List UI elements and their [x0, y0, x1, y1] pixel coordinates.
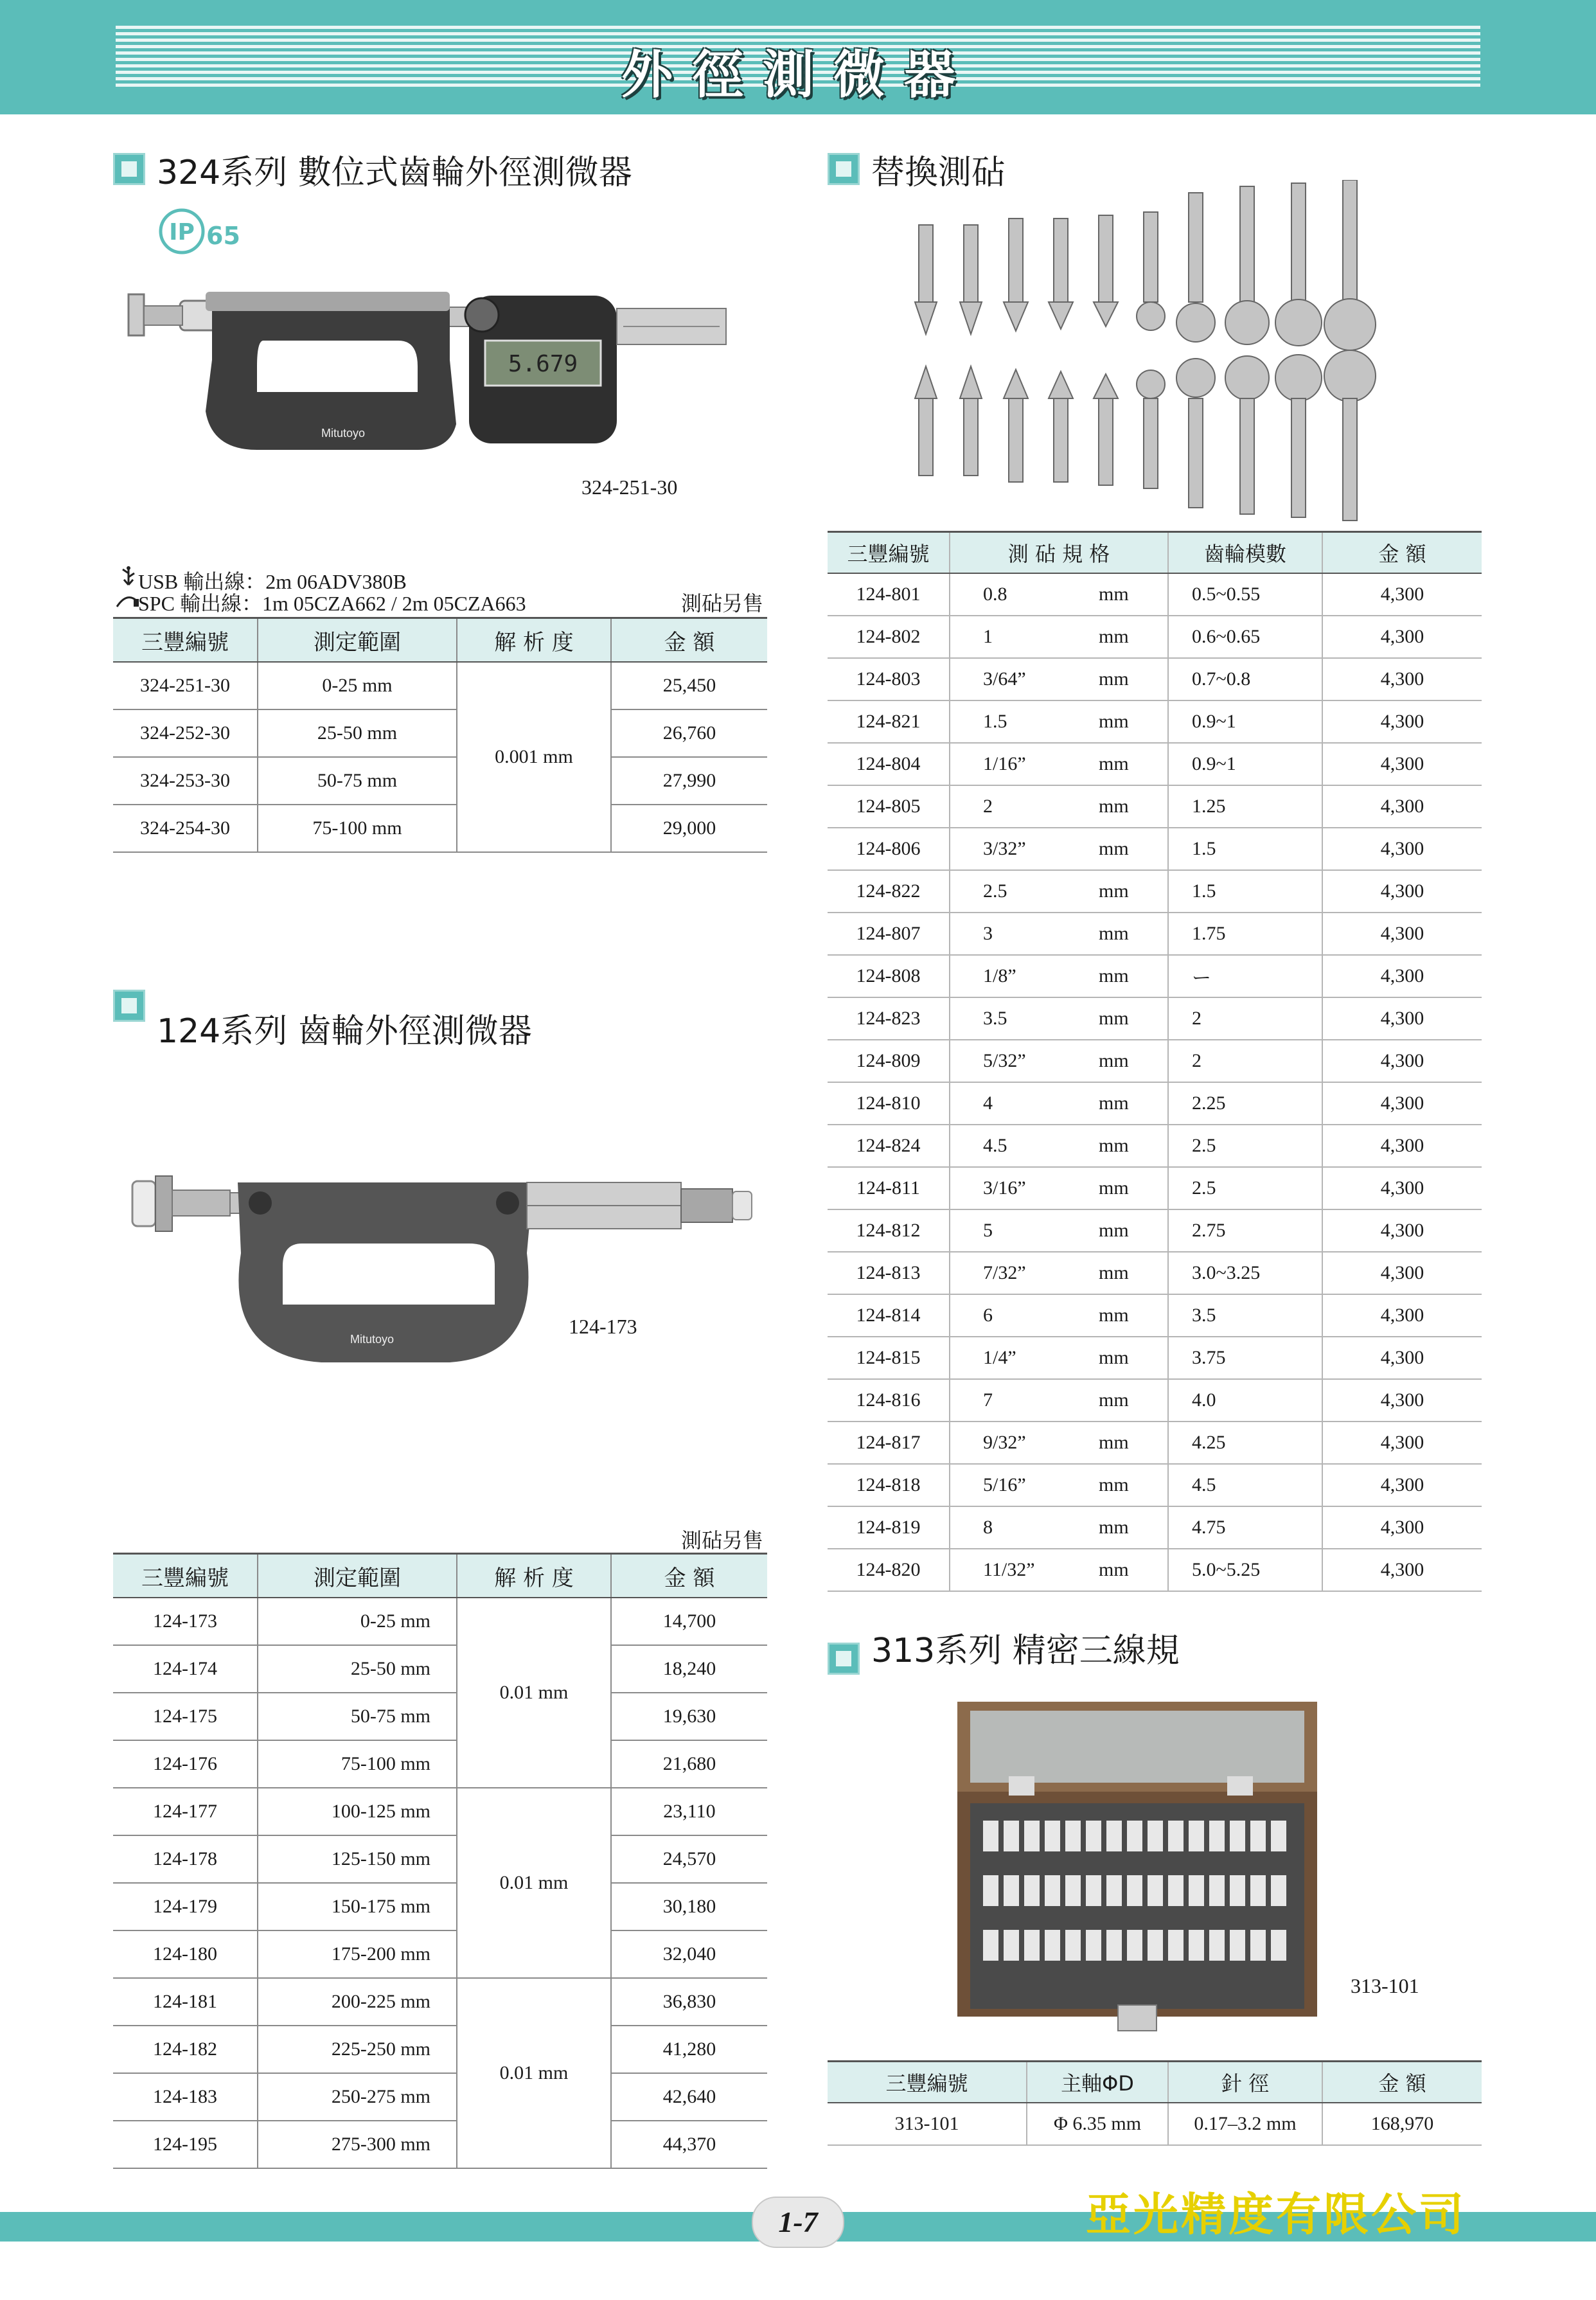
table-313 [828, 2060, 1482, 2146]
section-marker-anvil [828, 153, 860, 185]
table-row [113, 1645, 767, 1693]
table-row [828, 1209, 1482, 1252]
cell-gear-module: 2.5 [1168, 1167, 1322, 1209]
cell-price: 30,180 [611, 1883, 767, 1930]
cell-gear-module: 2.5 [1168, 1125, 1322, 1167]
table-row [828, 1294, 1482, 1337]
cell-price: 4,300 [1322, 1294, 1482, 1337]
cell-code: 124-810 [828, 1082, 950, 1125]
cell-code: 124-195 [113, 2121, 258, 2168]
table-row [828, 997, 1482, 1040]
col-header-price: 金 額 [1322, 2062, 1482, 2103]
table-row [113, 1883, 767, 1930]
cell-resolution: 0.01 mm [457, 1788, 611, 1978]
digital-gear-micrometer-image [116, 283, 758, 478]
cell-price: 4,300 [1322, 1337, 1482, 1379]
anvil-size: 3/64” [983, 668, 1026, 690]
cell-code: 124-801 [828, 573, 950, 616]
cell-price: 4,300 [1322, 913, 1482, 955]
table-row [828, 785, 1482, 828]
cell-gear-module: 4.75 [1168, 1506, 1322, 1549]
cell-anvil-spec [950, 1294, 1168, 1337]
cell-anvil-spec [950, 658, 1168, 700]
cell-anvil-spec [950, 616, 1168, 658]
col-header-anvil-spec: 測 砧 規 格 [950, 532, 1168, 574]
cell-price: 4,300 [1322, 1125, 1482, 1167]
cell-price: 4,300 [1322, 785, 1482, 828]
table-row [828, 1422, 1482, 1464]
table-replacement-anvils [828, 531, 1482, 1592]
cell-anvil-spec [950, 955, 1168, 997]
section-marker-324 [113, 153, 145, 185]
anvil-unit: mm [1099, 1432, 1129, 1453]
cell-anvil-spec [950, 1464, 1168, 1506]
cell-code: 124-173 [113, 1598, 258, 1645]
anvil-size: 5 [983, 1220, 993, 1241]
cell-code: 124-805 [828, 785, 950, 828]
cell-price: 32,040 [611, 1930, 767, 1978]
anvil-unit: mm [1099, 880, 1129, 902]
col-header-pin-diameter: 針 徑 [1168, 2062, 1322, 2103]
section-marker-124 [113, 990, 145, 1022]
table-124 [113, 1553, 767, 2169]
cell-gear-module: 3.75 [1168, 1337, 1322, 1379]
anvil-size: 5/16” [983, 1474, 1026, 1495]
cell-code: 124-176 [113, 1740, 258, 1788]
cell-range: 125-150 mm [258, 1835, 457, 1883]
anvil-sold-separately-note-324: 測砧另售 [681, 591, 764, 616]
model-caption-313: 313-101 [1351, 1974, 1419, 1997]
col-header-price: 金 額 [611, 1554, 767, 1598]
cell-gear-module: 0.9~1 [1168, 743, 1322, 785]
cell-anvil-spec [950, 828, 1168, 870]
cell-gear-module: 1.75 [1168, 913, 1322, 955]
section-marker-313 [828, 1643, 860, 1675]
cell-price: 4,300 [1322, 828, 1482, 870]
cell-resolution: 0.001 mm [457, 662, 611, 852]
anvil-size: 3.5 [983, 1008, 1007, 1029]
cell-code: 324-254-30 [113, 805, 258, 852]
cell-code: 324-253-30 [113, 757, 258, 805]
cell-gear-module: 3.5 [1168, 1294, 1322, 1337]
cell-anvil-spec [950, 1422, 1168, 1464]
cell-anvil-spec [950, 700, 1168, 743]
anvil-size: 2 [983, 796, 993, 817]
table-row [113, 757, 767, 805]
anvil-sold-separately-note-124: 測砧另售 [681, 1528, 764, 1553]
anvil-unit: mm [1099, 1305, 1129, 1326]
cell-price: 4,300 [1322, 573, 1482, 616]
table-row [113, 662, 767, 709]
col-header-range: 測定範圍 [258, 618, 457, 663]
section-title-anvil: 替換測砧 [871, 154, 1006, 192]
table-row [828, 573, 1482, 616]
anvil-unit: mm [1099, 1220, 1129, 1241]
anvil-size: 1/16” [983, 753, 1026, 774]
cell-code: 124-819 [828, 1506, 950, 1549]
table-row [828, 1506, 1482, 1549]
anvil-size: 3 [983, 923, 993, 944]
cell-code: 124-821 [828, 700, 950, 743]
usb-output-line: USB 輸出線：2m 06ADV380B [138, 570, 407, 593]
cell-code: 124-179 [113, 1883, 258, 1930]
cell-code: 313-101 [828, 2103, 1027, 2145]
cell-code: 124-816 [828, 1379, 950, 1422]
table-row [828, 743, 1482, 785]
cell-gear-module: 1.25 [1168, 785, 1322, 828]
anvil-unit: mm [1099, 1262, 1129, 1283]
anvil-unit: mm [1099, 923, 1129, 944]
cell-code: 124-181 [113, 1978, 258, 2026]
anvil-size: 5/32” [983, 1050, 1026, 1071]
cell-code: 124-811 [828, 1167, 950, 1209]
col-header-code: 三豐編號 [113, 1554, 258, 1598]
cell-code: 124-822 [828, 870, 950, 913]
anvil-size: 2.5 [983, 880, 1007, 902]
cell-gear-module: 4.5 [1168, 1464, 1322, 1506]
cell-anvil-spec [950, 1082, 1168, 1125]
cell-code: 124-180 [113, 1930, 258, 1978]
table-row [828, 870, 1482, 913]
table-row [113, 1693, 767, 1740]
cell-anvil-spec [950, 1040, 1168, 1082]
cell-anvil-spec [950, 573, 1168, 616]
cell-code: 124-823 [828, 997, 950, 1040]
table-row [113, 805, 767, 852]
cell-code: 124-808 [828, 955, 950, 997]
cell-gear-module: 3.0~3.25 [1168, 1252, 1322, 1294]
section-title-124: 124系列 齒輪外徑測微器 [157, 1012, 532, 1051]
table-row [113, 1835, 767, 1883]
cell-anvil-spec [950, 913, 1168, 955]
anvil-unit: mm [1099, 1135, 1129, 1156]
ip-rating-text: 65 [206, 222, 240, 250]
table-row [828, 1379, 1482, 1422]
table-row [828, 1167, 1482, 1209]
cell-price: 4,300 [1322, 870, 1482, 913]
cell-anvil-spec [950, 997, 1168, 1040]
cell-code: 124-802 [828, 616, 950, 658]
anvil-unit: mm [1099, 965, 1129, 986]
anvil-size: 7 [983, 1389, 993, 1411]
anvil-unit: mm [1099, 584, 1129, 605]
ip65-badge [157, 207, 254, 258]
spc-output-line: SPC 輸出線：1m 05CZA662 / 2m 05CZA663 [138, 592, 526, 615]
cell-price: 4,300 [1322, 1040, 1482, 1082]
table-row [113, 1598, 767, 1645]
cell-code: 124-813 [828, 1252, 950, 1294]
table-row [828, 700, 1482, 743]
cell-price: 4,300 [1322, 700, 1482, 743]
cell-price: 4,300 [1322, 1422, 1482, 1464]
page-title: 外徑測微器 [621, 45, 975, 105]
cell-anvil-spec [950, 1506, 1168, 1549]
table-row [828, 1549, 1482, 1591]
table-row [828, 1125, 1482, 1167]
cell-anvil-spec [950, 1549, 1168, 1591]
table-row [828, 913, 1482, 955]
anvil-unit: mm [1099, 1347, 1129, 1368]
anvil-unit: mm [1099, 1517, 1129, 1538]
col-header-resolution: 解 析 度 [457, 618, 611, 663]
cell-gear-module: 1.5 [1168, 870, 1322, 913]
cell-shaft: Φ 6.35 mm [1027, 2103, 1168, 2145]
model-caption-324: 324-251-30 [581, 476, 678, 499]
table-row [828, 2103, 1482, 2145]
table-row [113, 1740, 767, 1788]
col-header-gear-module: 齒輪模數 [1168, 532, 1322, 574]
cell-code: 124-807 [828, 913, 950, 955]
anvil-size: 4.5 [983, 1135, 1007, 1156]
anvil-unit: mm [1099, 796, 1129, 817]
cell-anvil-spec [950, 1252, 1168, 1294]
cell-range: 100-125 mm [258, 1788, 457, 1835]
anvil-size: 4 [983, 1092, 993, 1114]
cell-price: 168,970 [1322, 2103, 1482, 2145]
cell-range: 200-225 mm [258, 1978, 457, 2026]
anvil-size: 0.8 [983, 584, 1007, 605]
svg-text:Mitutoyo: Mitutoyo [350, 1333, 395, 1346]
table-row [113, 2121, 767, 2168]
cell-code: 324-251-30 [113, 662, 258, 709]
cell-code: 124-818 [828, 1464, 950, 1506]
cell-range: 75-100 mm [258, 1740, 457, 1788]
col-header-shaft-diameter: 主軸ΦD [1027, 2062, 1168, 2103]
cell-gear-module: 4.0 [1168, 1379, 1322, 1422]
cell-price: 44,370 [611, 2121, 767, 2168]
cell-gear-module: 5.0~5.25 [1168, 1549, 1322, 1591]
cell-gear-module: 0.6~0.65 [1168, 616, 1322, 658]
cell-price: 4,300 [1322, 1167, 1482, 1209]
anvil-unit: mm [1099, 1389, 1129, 1411]
col-header-code: 三豐編號 [828, 532, 950, 574]
cell-price: 4,300 [1322, 658, 1482, 700]
cell-range: 50-75 mm [258, 757, 457, 805]
cell-price: 23,110 [611, 1788, 767, 1835]
cell-price: 4,300 [1322, 997, 1482, 1040]
anvil-size: 1/4” [983, 1347, 1016, 1368]
anvil-unit: mm [1099, 626, 1129, 647]
cell-range: 50-75 mm [258, 1693, 457, 1740]
cell-anvil-spec [950, 743, 1168, 785]
cell-code: 124-806 [828, 828, 950, 870]
section-title-324: 324系列 數位式齒輪外徑測微器 [157, 154, 632, 192]
table-row [828, 1337, 1482, 1379]
cell-price: 29,000 [611, 805, 767, 852]
table-row [828, 1464, 1482, 1506]
table-row [113, 2073, 767, 2121]
anvil-unit: mm [1099, 1559, 1129, 1580]
replacement-anvils-image [893, 180, 1420, 530]
cell-price: 14,700 [611, 1598, 767, 1645]
anvil-size: 1 [983, 626, 993, 647]
anvil-unit: mm [1099, 753, 1129, 774]
cell-code: 124-177 [113, 1788, 258, 1835]
cell-price: 19,630 [611, 1693, 767, 1740]
table-row [113, 1930, 767, 1978]
model-caption-124: 124-173 [569, 1315, 637, 1338]
table-row [113, 709, 767, 757]
cell-code: 124-814 [828, 1294, 950, 1337]
svg-text:5.679: 5.679 [508, 351, 578, 377]
cell-range: 0-25 mm [258, 662, 457, 709]
cell-resolution: 0.01 mm [457, 1598, 611, 1788]
anvil-unit: mm [1099, 711, 1129, 732]
cell-price: 21,680 [611, 1740, 767, 1788]
cell-price: 4,300 [1322, 955, 1482, 997]
anvil-size: 8 [983, 1517, 993, 1538]
cell-gear-module: 4.25 [1168, 1422, 1322, 1464]
cell-anvil-spec [950, 1209, 1168, 1252]
table-row [828, 828, 1482, 870]
anvil-table-body [828, 573, 1482, 1591]
cell-code: 124-803 [828, 658, 950, 700]
col-header-code: 三豐編號 [828, 2062, 1027, 2103]
svg-text:IP: IP [169, 219, 195, 245]
anvil-size: 9/32” [983, 1432, 1026, 1453]
cell-code: 124-175 [113, 1693, 258, 1740]
cell-price: 25,450 [611, 662, 767, 709]
cell-anvil-spec [950, 1125, 1168, 1167]
table-row [113, 1788, 767, 1835]
cell-code: 124-820 [828, 1549, 950, 1591]
cell-price: 42,640 [611, 2073, 767, 2121]
cell-range: 150-175 mm [258, 1883, 457, 1930]
cell-code: 124-178 [113, 1835, 258, 1883]
cell-range: 25-50 mm [258, 709, 457, 757]
table-324 [113, 617, 767, 853]
anvil-size: 6 [983, 1305, 993, 1326]
cell-gear-module: 0.9~1 [1168, 700, 1322, 743]
section-title-313: 313系列 精密三線規 [871, 1632, 1180, 1670]
cell-gear-module: 2.75 [1168, 1209, 1322, 1252]
usb-icon [119, 566, 138, 591]
cell-price: 4,300 [1322, 1379, 1482, 1422]
anvil-size: 1.5 [983, 711, 1007, 732]
table-row [828, 658, 1482, 700]
cell-range: 175-200 mm [258, 1930, 457, 1978]
col-header-resolution: 解 析 度 [457, 1554, 611, 1598]
col-header-range: 測定範圍 [258, 1554, 457, 1598]
cell-price: 36,830 [611, 1978, 767, 2026]
cell-range: 250-275 mm [258, 2073, 457, 2121]
cell-code: 124-812 [828, 1209, 950, 1252]
cell-range: 275-300 mm [258, 2121, 457, 2168]
col-header-code: 三豐編號 [113, 618, 258, 663]
cell-price: 4,300 [1322, 1252, 1482, 1294]
cell-anvil-spec [950, 1337, 1168, 1379]
cell-gear-module: 2 [1168, 997, 1322, 1040]
col-header-price: 金 額 [611, 618, 767, 663]
anvil-unit: mm [1099, 1474, 1129, 1495]
cell-price: 4,300 [1322, 1464, 1482, 1506]
anvil-unit: mm [1099, 1177, 1129, 1199]
cell-anvil-spec [950, 870, 1168, 913]
cell-code: 124-174 [113, 1645, 258, 1693]
cell-price: 4,300 [1322, 616, 1482, 658]
cell-price: 26,760 [611, 709, 767, 757]
cell-range: 0-25 mm [258, 1598, 457, 1645]
cell-gear-module: 1.5 [1168, 828, 1322, 870]
cell-price: 27,990 [611, 757, 767, 805]
cell-gear-module: 0.5~0.55 [1168, 573, 1322, 616]
table-row [828, 1040, 1482, 1082]
cell-range: 75-100 mm [258, 805, 457, 852]
anvil-size: 3/16” [983, 1177, 1026, 1199]
anvil-size: 11/32” [983, 1559, 1035, 1580]
anvil-size: 3/32” [983, 838, 1026, 859]
company-name: 亞光精度有限公司 [1086, 2188, 1466, 2241]
cell-anvil-spec [950, 785, 1168, 828]
cell-pin: 0.17–3.2 mm [1168, 2103, 1322, 2145]
table-row [828, 616, 1482, 658]
cell-gear-module: ー [1168, 955, 1322, 997]
cell-gear-module: 2 [1168, 1040, 1322, 1082]
cell-gear-module: 2.25 [1168, 1082, 1322, 1125]
table-row [828, 955, 1482, 997]
cell-code: 124-817 [828, 1422, 950, 1464]
cell-resolution: 0.01 mm [457, 1978, 611, 2168]
anvil-size: 1/8” [983, 965, 1016, 986]
cell-code: 324-252-30 [113, 709, 258, 757]
anvil-unit: mm [1099, 1092, 1129, 1114]
table-row [113, 1978, 767, 2026]
table-row [828, 1082, 1482, 1125]
cell-code: 124-815 [828, 1337, 950, 1379]
table-row [113, 2026, 767, 2073]
cell-price: 4,300 [1322, 1506, 1482, 1549]
cell-price: 4,300 [1322, 1549, 1482, 1591]
anvil-size: 7/32” [983, 1262, 1026, 1283]
cell-code: 124-183 [113, 2073, 258, 2121]
cell-price: 4,300 [1322, 1209, 1482, 1252]
cell-price: 24,570 [611, 1835, 767, 1883]
cell-price: 41,280 [611, 2026, 767, 2073]
anvil-unit: mm [1099, 1050, 1129, 1071]
cell-price: 18,240 [611, 1645, 767, 1693]
anvil-unit: mm [1099, 838, 1129, 859]
cell-price: 4,300 [1322, 1082, 1482, 1125]
svg-text:Mitutoyo: Mitutoyo [321, 427, 366, 440]
page-number: 1-7 [752, 2197, 844, 2248]
thread-measuring-wire-set-image [951, 1702, 1324, 2038]
anvil-unit: mm [1099, 1008, 1129, 1029]
cell-code: 124-804 [828, 743, 950, 785]
cell-code: 124-809 [828, 1040, 950, 1082]
cell-code: 124-824 [828, 1125, 950, 1167]
anvil-unit: mm [1099, 668, 1129, 690]
cell-gear-module: 0.7~0.8 [1168, 658, 1322, 700]
gear-micrometer-image [129, 1163, 758, 1378]
cell-range: 225-250 mm [258, 2026, 457, 2073]
table-row [828, 1252, 1482, 1294]
cell-range: 25-50 mm [258, 1645, 457, 1693]
cell-anvil-spec [950, 1167, 1168, 1209]
col-header-price: 金 額 [1322, 532, 1482, 574]
cell-price: 4,300 [1322, 743, 1482, 785]
cell-code: 124-182 [113, 2026, 258, 2073]
cell-anvil-spec [950, 1379, 1168, 1422]
spc-cable-icon [114, 589, 140, 614]
